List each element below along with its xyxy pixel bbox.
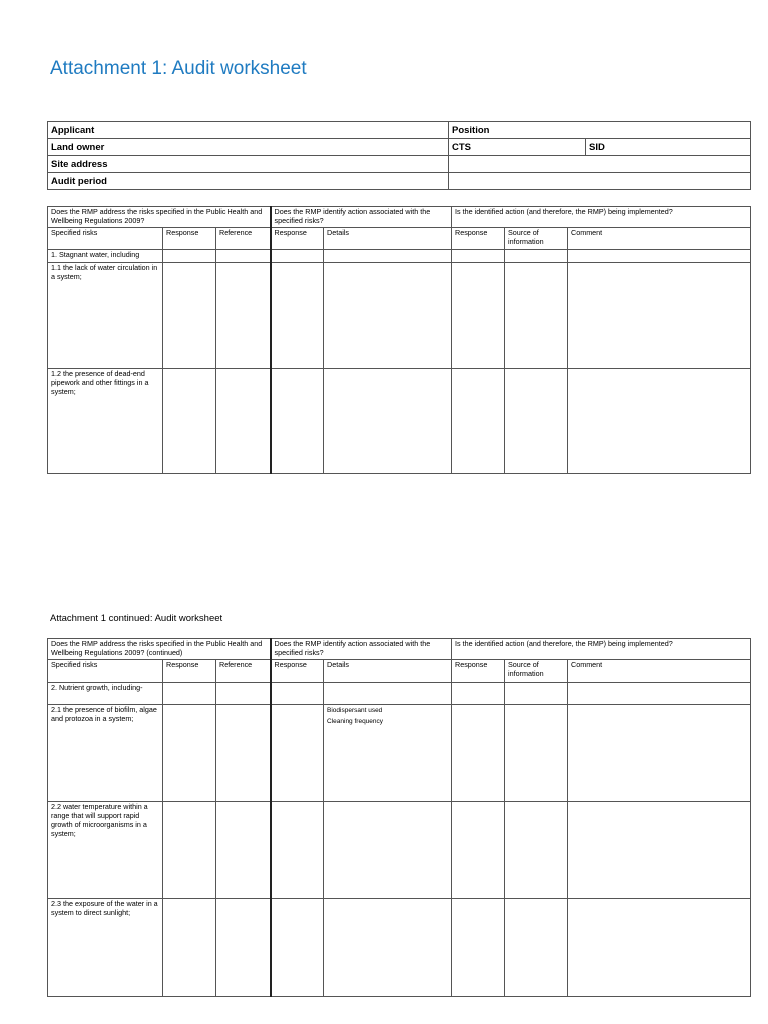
- col-source-of-information: Source of information: [505, 660, 568, 683]
- row-nutrient-growth: 2. Nutrient growth, including-: [48, 683, 163, 705]
- col-reference: Reference: [216, 660, 271, 683]
- audit-worksheet-table-2: [47, 638, 751, 997]
- col-reference: Reference: [216, 228, 271, 250]
- row-1-2: 1.2 the presence of dead-end pipework and other fittings in a system;: [48, 369, 163, 474]
- table-row: [48, 683, 751, 705]
- row-1-1: 1.1 the lack of water circulation in a system;: [48, 263, 163, 369]
- col-specified-risks: Specified risks: [48, 228, 163, 250]
- question-implemented: Is the identified action (and therefore, the RMP) being implemented?: [452, 207, 751, 228]
- row-2-3: 2.3 the exposure of the water in a system to direct sunlight;: [48, 899, 163, 997]
- col-details: Details: [324, 660, 452, 683]
- site-address-value: [449, 156, 751, 173]
- table-row: [48, 802, 751, 899]
- detail-cleaning-frequency: Cleaning frequency: [327, 718, 384, 725]
- audit-period-value: [449, 173, 751, 190]
- sid-label: SID: [586, 139, 751, 156]
- col-comment: Comment: [568, 660, 751, 683]
- question-identify-action: Does the RMP identify action associated with the specified risks?: [271, 639, 452, 660]
- applicant-info-table: [47, 121, 751, 190]
- table-row: [48, 250, 751, 263]
- land-owner-label: Land owner: [48, 139, 449, 156]
- row-2-2: 2.2 water temperature within a range that will support rapid growth of microorganisms in a system;: [48, 802, 163, 899]
- col-details: Details: [324, 228, 452, 250]
- table-row: [48, 899, 751, 997]
- row-stagnant-water: 1. Stagnant water, including: [48, 250, 163, 263]
- page-title: Attachment 1: Audit worksheet: [50, 58, 307, 79]
- question-identify-action: Does the RMP identify action associated with the specified risks?: [271, 207, 452, 228]
- site-address-label: Site address: [48, 156, 449, 173]
- col-response: Response: [163, 228, 216, 250]
- table-row: [48, 705, 751, 802]
- detail-biodispersant: Biodispersant used: [327, 707, 383, 714]
- col-specified-risks: Specified risks: [48, 660, 163, 683]
- applicant-label: Applicant: [48, 122, 449, 139]
- audit-worksheet-table-1: [47, 206, 751, 474]
- col-response-2: Response: [271, 228, 324, 250]
- continued-title: Attachment 1 continued: Audit worksheet: [50, 613, 223, 624]
- cts-label: CTS: [449, 139, 586, 156]
- question-address-risks: Does the RMP address the risks specified in the Public Health and Wellbeing Regulations 2009?: [48, 207, 271, 228]
- col-source-of-information: Source of information: [505, 228, 568, 250]
- row-2-1: 2.1 the presence of biofilm, algae and protozoa in a system;: [48, 705, 163, 802]
- question-implemented: Is the identified action (and therefore, the RMP) being implemented?: [452, 639, 751, 660]
- table-row: [48, 369, 751, 474]
- audit-period-label: Audit period: [48, 173, 449, 190]
- col-response: Response: [163, 660, 216, 683]
- col-response-2: Response: [271, 660, 324, 683]
- position-label: Position: [449, 122, 751, 139]
- table-row: [48, 263, 751, 369]
- col-comment: Comment: [568, 228, 751, 250]
- question-address-risks: Does the RMP address the risks specified in the Public Health and Wellbeing Regulations 2009? (continued): [48, 639, 271, 660]
- col-response-3: Response: [452, 660, 505, 683]
- col-response-3: Response: [452, 228, 505, 250]
